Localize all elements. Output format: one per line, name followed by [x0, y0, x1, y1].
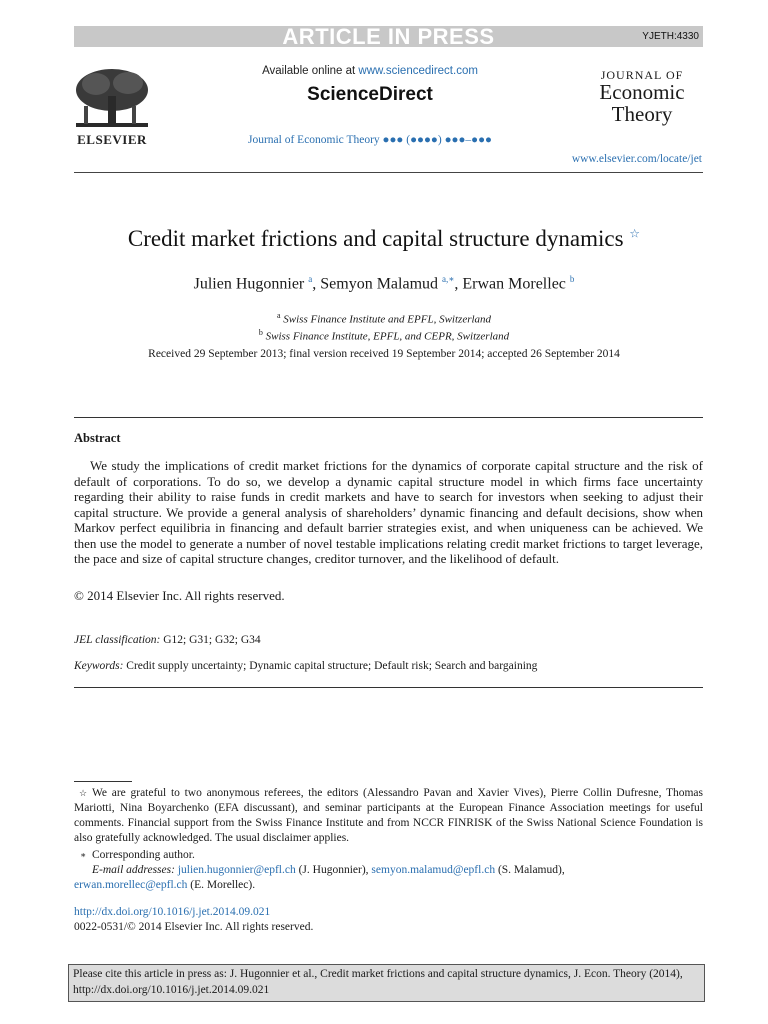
article-title — [40, 226, 728, 252]
sciencedirect-link[interactable]: www.sciencedirect.com — [358, 65, 478, 77]
email-owner: (J. Hugonnier), — [295, 864, 372, 876]
author-name: Semyon Malamud — [320, 275, 439, 293]
header-divider — [74, 172, 703, 173]
email-link-hugonnier[interactable]: julien.hugonnier@epfl.ch — [177, 864, 296, 876]
available-online-line — [215, 65, 525, 77]
abstract-bottom-rule — [74, 687, 703, 688]
corresponding-author-text: Corresponding author. — [92, 849, 195, 861]
received-dates: Received 29 September 2013; final version received 19 September 2014; accepted 26 September 2014 — [148, 348, 620, 360]
doi-link[interactable]: http://dx.doi.org/10.1016/j.jet.2014.09.021 — [74, 906, 271, 918]
keywords-label: Keywords: — [74, 660, 124, 672]
jel-codes: G12; G31; G32; G34 — [163, 634, 261, 646]
jel-label: JEL classification: — [74, 634, 161, 646]
affiliation-mark: b — [258, 328, 263, 337]
journal-logo-line2: Economic — [599, 80, 685, 104]
journal-logo-line1: JOURNAL OF — [600, 68, 684, 82]
email-footnote-cont — [74, 878, 703, 893]
jel-classification — [74, 634, 261, 646]
journal-homepage-link[interactable]: www.elsevier.com/locate/jet — [571, 153, 702, 165]
email-owner: (E. Morellec). — [187, 879, 256, 891]
journal-logo-line3: Theory — [611, 102, 673, 126]
email-link-morellec[interactable]: erwan.morellec@epfl.ch — [74, 879, 188, 891]
article-code: YJETH:4330 — [642, 31, 699, 42]
keywords-text: Credit supply uncertainty; Dynamic capital structure; Default risk; Search and bargaining — [126, 660, 538, 672]
footnote-rule — [74, 781, 132, 782]
email-footnote — [74, 863, 703, 878]
issn-copyright: 0022-0531/© 2014 Elsevier Inc. All rights reserved. — [74, 921, 314, 933]
article-in-press-banner — [74, 26, 703, 47]
corresponding-author-footnote — [74, 848, 703, 863]
cite-this-article-box: Please cite this article in press as: J. Hugonnier et al., Credit market frictions and capital structure dynamics, J. Econ. Theory (2014), http://dx.doi.org/10.1016/j.jet.2014.09.021 — [68, 964, 705, 1002]
acknowledgement-footnote — [74, 786, 703, 846]
sciencedirect-wordmark: ScienceDirect — [307, 84, 433, 105]
author-affiliation-mark[interactable]: a,∗ — [442, 274, 455, 284]
affiliation-mark: a — [276, 311, 281, 320]
abstract-text: We study the implications of credit market frictions for the dynamics of corporate capital structure and the risk of default of corporations. To do so, we develop a dynamic capital structure model in which firms face uncertainty regarding their ability to raise funds in credit markets and have to search for investors when seeking to adjust their capital structure. We provide a general analysis of shareholders’ dynamic financing and default decisions, show when Markov perfect equilibria in financing and default barrier strategies exist, and when uniqueness can be achieved. We then use the model to generate a number of novel testable implications relating credit market frictions to target leverage, the pace and size of capital structure changes, creditor turnover, and the likelihood of default. — [74, 458, 703, 566]
footnote-asterisk-mark: ∗ — [79, 850, 87, 860]
affiliation-text: Swiss Finance Institute and EPFL, Switzerland — [283, 313, 492, 326]
abstract-copyright: © 2014 Elsevier Inc. All rights reserved. — [74, 588, 285, 603]
email-label: E-mail addresses: — [92, 864, 175, 876]
banner-title: ARTICLE IN PRESS — [282, 24, 495, 49]
author-name: Erwan Morellec — [462, 275, 566, 293]
article-title-text: Credit market frictions and capital structure dynamics — [127, 226, 624, 251]
email-link-malamud[interactable]: semyon.malamud@epfl.ch — [371, 864, 496, 876]
author-affiliation-mark[interactable]: a — [308, 274, 313, 284]
keywords — [74, 660, 537, 672]
acknowledgement-text: We are grateful to two anonymous referees, the editors (Alessandro Pavan and Xavier Vives), Pierre Collin Dufresne, Thomas Mariotti, Nina Boyarchenko (EFA discussant), and seminar participants at the European Finance Association meetings for useful comments. Financial support from the Swiss Finance Institute and from NCCR FINRISK of the Swiss National Science Foundation is also gratefully acknowledged. The usual disclaimer applies. — [74, 787, 703, 844]
title-footnote-mark[interactable]: ☆ — [629, 226, 641, 241]
author-list: Julien Hugonnier $^a$, Semyon Malamud $^{a,∗}$, Erwan Morellec $^b$ — [193, 274, 575, 293]
author-affiliation-mark[interactable]: b — [569, 274, 575, 284]
abstract-top-rule — [74, 417, 703, 418]
affiliation-b — [40, 328, 728, 343]
email-owner: (S. Malamud), — [495, 864, 565, 876]
abstract-heading: Abstract — [74, 431, 121, 445]
affiliation-a — [40, 311, 728, 326]
affiliation-text: Swiss Finance Institute, EPFL, and CEPR, Switzerland — [265, 330, 510, 343]
journal-logo — [580, 68, 704, 125]
footnote-star-mark: ☆ — [78, 788, 88, 798]
author-name: Julien Hugonnier — [193, 275, 305, 293]
publisher-name: ELSEVIER — [77, 132, 147, 147]
journal-citation-line[interactable]: Journal of Economic Theory ●●● (●●●●) ●●●–●●● — [247, 134, 492, 146]
available-prefix: Available online at — [262, 65, 359, 77]
